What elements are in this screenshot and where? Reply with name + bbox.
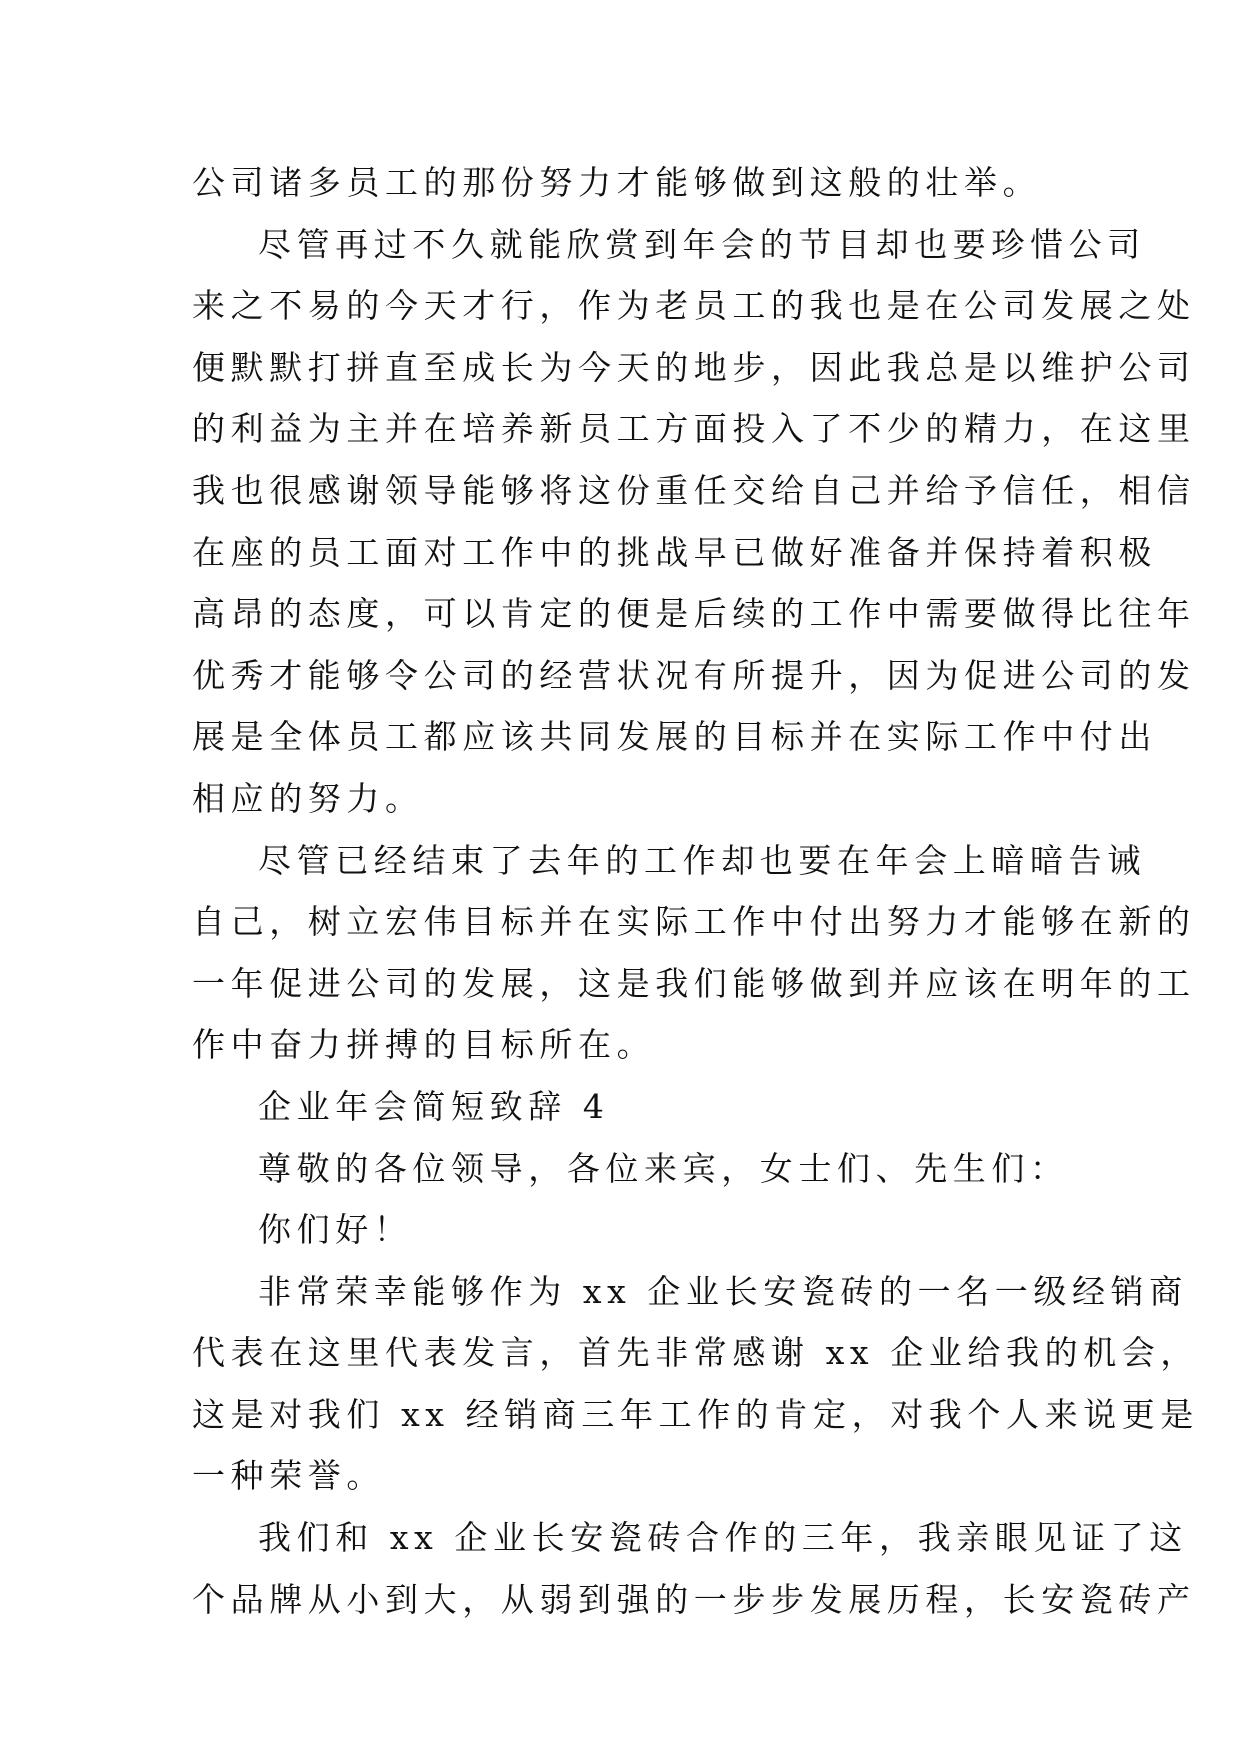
paragraph-continued [192,152,1062,214]
text-line: 尽管再过不久就能欣赏到年会的节目却也要珍惜公司 [258,224,1146,264]
paragraph-last-year [192,830,1196,1076]
section-heading [192,1076,1062,1138]
text-line: 一年促进公司的发展，这是我们能够做到并应该在明年的工 [192,963,1196,1003]
text-line: 作中奋力拼搏的目标所在。 [192,1025,656,1065]
text-line: 尊敬的各位领导，各位来宾，女士们、先生们： [258,1148,1069,1188]
text-line: 这是对我们 xx 经销商三年工作的肯定，对我个人来说更是 [192,1394,1200,1434]
text-line: 优秀才能够令公司的经营状况有所提升，因为促进公司的发 [192,655,1196,695]
greeting [192,1199,1062,1261]
text-line: 个品牌从小到大，从弱到强的一步步发展历程，长安瓷砖产 [192,1579,1196,1619]
text-line: 在座的员工面对工作中的挑战早已做好准备并保持着积极 [192,532,1157,572]
text-line: 的利益为主并在培养新员工方面投入了不少的精力，在这里 [192,409,1196,449]
paragraph-cooperation [192,1507,1196,1630]
text-line: 一种荣誉。 [192,1456,385,1496]
text-line: 公司诸多员工的那份努力才能够做到这般的壮举。 [192,163,1042,202]
text-line: 相应的努力。 [192,778,424,818]
text-line: 非常荣幸能够作为 xx 企业长安瓷砖的一名一级经销商 [258,1271,1188,1311]
text-line: 来之不易的今天才行，作为老员工的我也是在公司发展之处 [192,286,1196,326]
text-line: 展是全体员工都应该共同发展的目标并在实际工作中付出 [192,717,1157,757]
text-line: 我也很感谢领导能够将这份重任交给自己并给予信任，相信 [192,470,1196,510]
text-line: 便默默打拼直至成长为今天的地步，因此我总是以维护公司 [192,347,1196,387]
document-body [192,152,1200,1630]
paragraph-honor [192,1261,1200,1507]
text-line: 你们好！ [258,1210,413,1250]
section-title: 企业年会简短致辞 4 [258,1086,610,1126]
salutation [192,1138,1069,1200]
text-line: 自己，树立宏伟目标并在实际工作中付出努力才能够在新的 [192,902,1196,942]
text-line: 尽管已经结束了去年的工作却也要在年会上暗暗告诫 [258,840,1146,880]
text-line: 高昂的态度，可以肯定的便是后续的工作中需要做得比往年 [192,594,1196,634]
text-line: 代表在这里代表发言，首先非常感谢 xx 企业给我的机会， [192,1333,1200,1373]
text-line: 我们和 xx 企业长安瓷砖合作的三年，我亲眼见证了这 [258,1518,1188,1558]
paragraph-annual-meeting [192,214,1196,830]
